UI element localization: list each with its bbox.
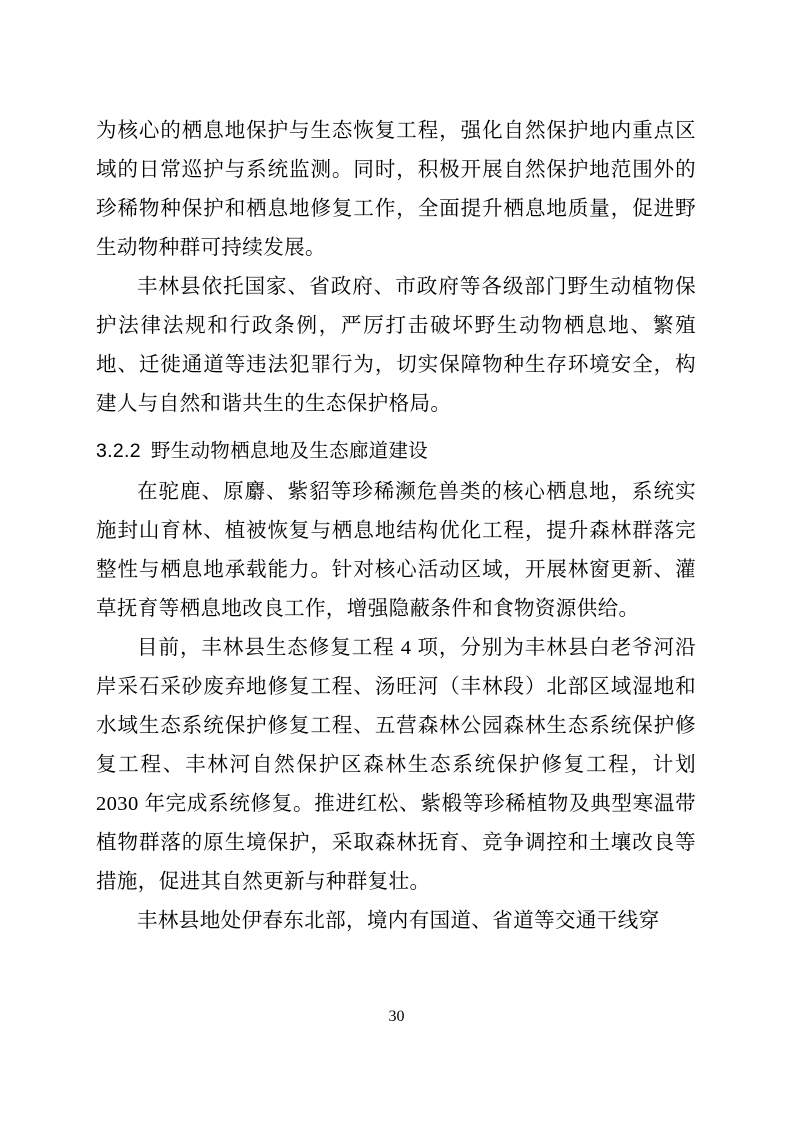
paragraph-2: 丰林县依托国家、省政府、市政府等各级部门野生动植物保护法律法规和行政条例，严厉打击破坏野生动物栖息地、繁殖地、迁徙通道等违法犯罪行为，切实保障物种生存环境安全，构建人与自然和谐共生的生态保护格局。 [96,276,696,415]
page-content [96,112,696,941]
paragraph-1: 为核心的栖息地保护与生态恢复工程，强化自然保护地内重点区域的日常巡护与系统监测。同时，积极开展自然保护地范围外的珍稀物种保护和栖息地修复工作，全面提升栖息地质量，促进野生动物种群可持续发展。 [96,120,696,259]
section-heading-title: 野生动物栖息地及生态廊道建设 [150,440,429,462]
section-heading-3-2-2 [96,432,696,471]
page-number: 30 [388,1008,405,1025]
paragraph-5: 丰林县地处伊春东北部，境内有国道、省道等交通干线穿 [137,910,660,932]
paragraph-4: 目前，丰林县生态修复工程 4 项，分别为丰林县白老爷河沿岸采石采砂废弃地修复工程、汤旺河（丰林段）北部区域湿地和水域生态系统保护修复工程、五营森林公园森林生态系统保护修复工程、丰林河自然保护区森林生态系统保护修复工程，计划 2030 年完成系统修复。推进红松、紫椴等珍稀植物及典型寒温带植物群落的原生境保护，采取森林抚育、竞争调控和土壤改良等措施，促进其自然更新与种群复壮。 [96,637,696,893]
section-heading-number: 3.2.2 [96,440,141,462]
paragraph-3: 在驼鹿、原麝、紫貂等珍稀濒危兽类的核心栖息地，系统实施封山育林、植被恢复与栖息地结构优化工程，提升森林群落完整性与栖息地承载能力。针对核心活动区域，开展林窗更新、灌草抚育等栖息地改良工作，增强隐蔽条件和食物资源供给。 [96,481,696,620]
